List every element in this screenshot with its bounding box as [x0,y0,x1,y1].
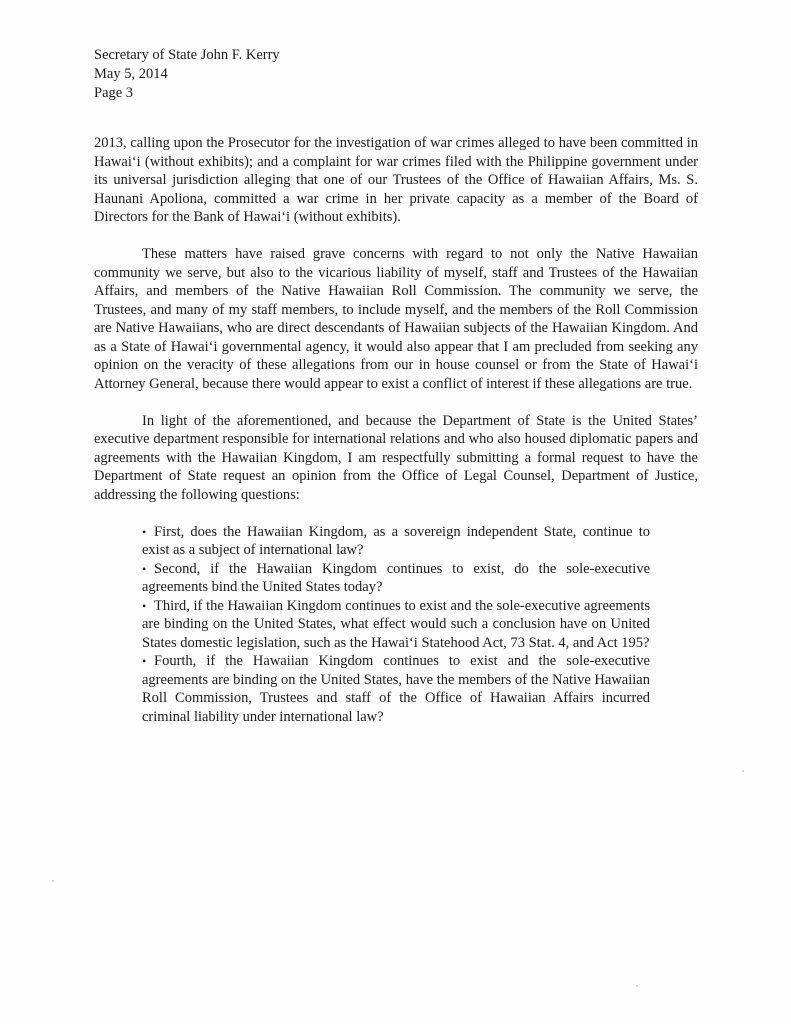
scan-speck [742,770,744,772]
recipient-line: Secretary of State John F. Kerry [94,47,280,63]
scan-speck [636,985,638,987]
scan-speck [52,880,54,882]
date-line: May 5, 2014 [94,66,168,82]
bullet-icon: • [142,524,147,539]
page-number: Page 3 [94,85,134,101]
bullet-icon: • [142,561,147,576]
question-text: Second, if the Hawaiian Kingdom continues to exist, do the sole-executive agreements bind the United States today? [142,560,650,595]
question-item [142,652,650,726]
questions-list [94,523,650,727]
letter-header [94,46,494,103]
question-item [142,523,650,560]
question-text: Fourth, if the Hawaiian Kingdom continues to exist and the sole-executive agreements are binding on the United States, have the members of the Native Hawaiian Roll Commission, Trustees and staff of the Office of Hawaiian Affairs incurred criminal liability under international law? [142,653,650,725]
paragraph-request: In light of the aforementioned, and because the Department of State is the United States’ executive department responsible for international relations and who also housed diplomatic papers and agreements with the Hawaiian Kingdom, I am respectfully submitting a formal request to have the Department of State request an opinion from the Office of Legal Counsel, Department of Justice, addressing the following questions: [94,412,698,503]
question-item [142,560,650,597]
question-item [142,597,650,653]
bullet-icon: • [142,598,147,613]
question-text: Third, if the Hawaiian Kingdom continues to exist and the sole-executive agreements are binding on the United States, what effect would such a conclusion have on United States domestic legislation, such as the Hawai‘i Statehood Act, 73 Stat. 4, and Act 195? [142,597,650,651]
paragraph-continuation: 2013, calling upon the Prosecutor for the investigation of war crimes alleged to have been committed in Hawai‘i (without exhibits); and a complaint for war crimes filed with the Philippine government under its universal jurisdiction alleging that one of our Trustees of the Office of Hawaiian Affairs, Ms. S. Haunani Apoliona, committed a war crime in her private capacity as a member of the Board of Directors for the Bank of Hawai‘i (without exhibits). [94,135,698,225]
question-text: First, does the Hawaiian Kingdom, as a sovereign independent State, continue to exist as a subject of international law? [142,523,650,558]
paragraph-concerns: These matters have raised grave concerns with regard to not only the Native Hawaiian community we serve, but also to the vicarious liability of myself, staff and Trustees of the Hawaiian Affairs, and members of the Native Hawaiian Roll Commission. The community we serve, the Trustees, and many of my staff members, to include myself, and the members of the Roll Commission are Native Hawaiians, who are direct descendants of Hawaiian subjects of the Hawaiian Kingdom. And as a State of Hawai‘i governmental agency, it would also appear that I am precluded from seeking any opinion on the veracity of these allegations from our in house counsel or from the State of Hawai‘i Attorney General, because there would appear to exist a conflict of interest if these allegations are true. [94,246,698,392]
bullet-icon: • [142,654,147,668]
letter-body [94,134,698,726]
